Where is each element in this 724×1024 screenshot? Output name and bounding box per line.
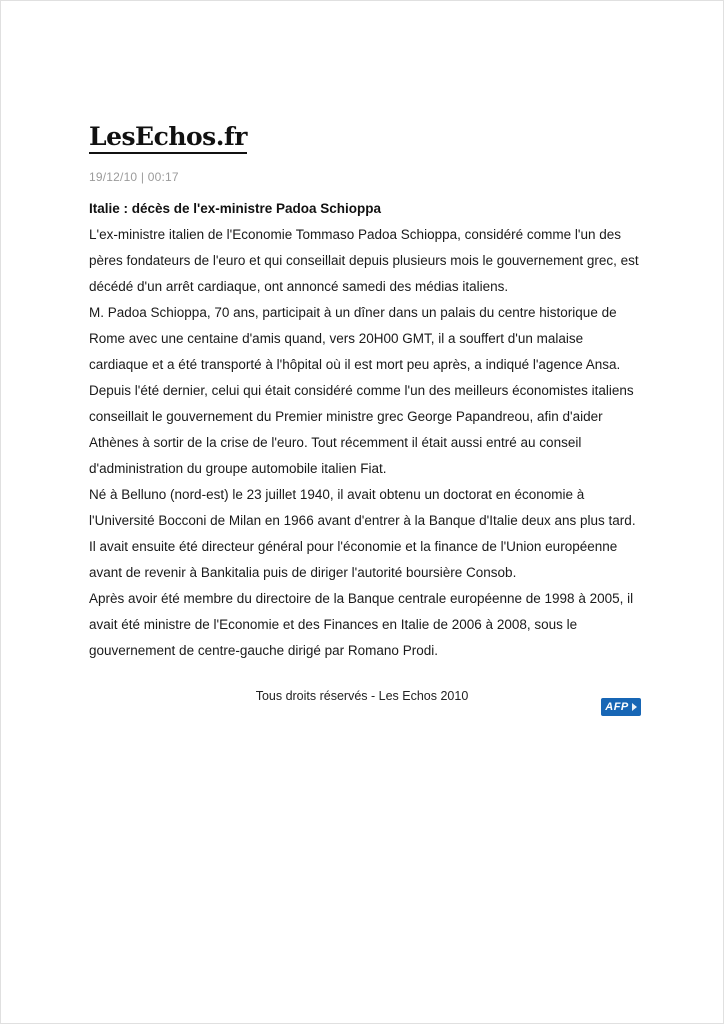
article-paragraph: Après avoir été membre du directoire de la Banque centrale européenne de 1998 à 2005, il avait été ministre de l'Economie et des Finances en Italie de 2006 à 2008, sous le gouvernement de centre-gauche dirigé par Romano Prodi. [89, 590, 634, 658]
article-body [89, 222, 641, 664]
copyright-footer: Tous droits réservés - Les Echos 2010 [255, 689, 469, 703]
article-paragraph: M. Padoa Schioppa, 70 ans, participait à un dîner dans un palais du centre historique de Rome avec une centaine d'amis quand, vers 20H00 GMT, il a souffert d'un malaise cardiaque et a été transporté à l'hôpital où il est mort peu après, a indiqué l'agence Ansa. [89, 304, 621, 372]
article-paragraph: Né à Belluno (nord-est) le 23 juillet 1940, il avait obtenu un doctorat en économie à l'Université Bocconi de Milan en 1966 avant d'entrer à la Banque d'Italie deux ans plus tard. Il avait ensuite été directeur général pour l'économie et la finance de l'Union européenne avant de revenir à Bankitalia puis de diriger l'autorité boursière Consob. [89, 486, 636, 580]
article-content [89, 123, 641, 716]
article-paragraph: L'ex-ministre italien de l'Economie Tommaso Padoa Schioppa, considéré comme l'un des pères fondateurs de l'euro et qui conseillait depuis plusieurs mois le gouvernement grec, est décédé d'un arrêt cardiaque, ont annoncé samedi des médias italiens. [89, 226, 639, 294]
lesechos-logo: LesEchos.fr [89, 123, 247, 154]
article-dateline: 19/12/10 | 00:17 [89, 169, 179, 184]
article-paragraph: Depuis l'été dernier, celui qui était considéré comme l'un des meilleurs économistes italiens conseillait le gouvernement du Premier ministre grec George Papandreou, afin d'aider Athènes à sortir de la crise de l'euro. Tout récemment il était aussi entré au conseil d'administration du groupe automobile italien Fiat. [89, 382, 634, 476]
afp-arrow-icon [632, 703, 637, 711]
afp-logo-label: AFP [605, 700, 629, 713]
article-headline: Italie : décès de l'ex-ministre Padoa Schioppa [89, 200, 382, 216]
